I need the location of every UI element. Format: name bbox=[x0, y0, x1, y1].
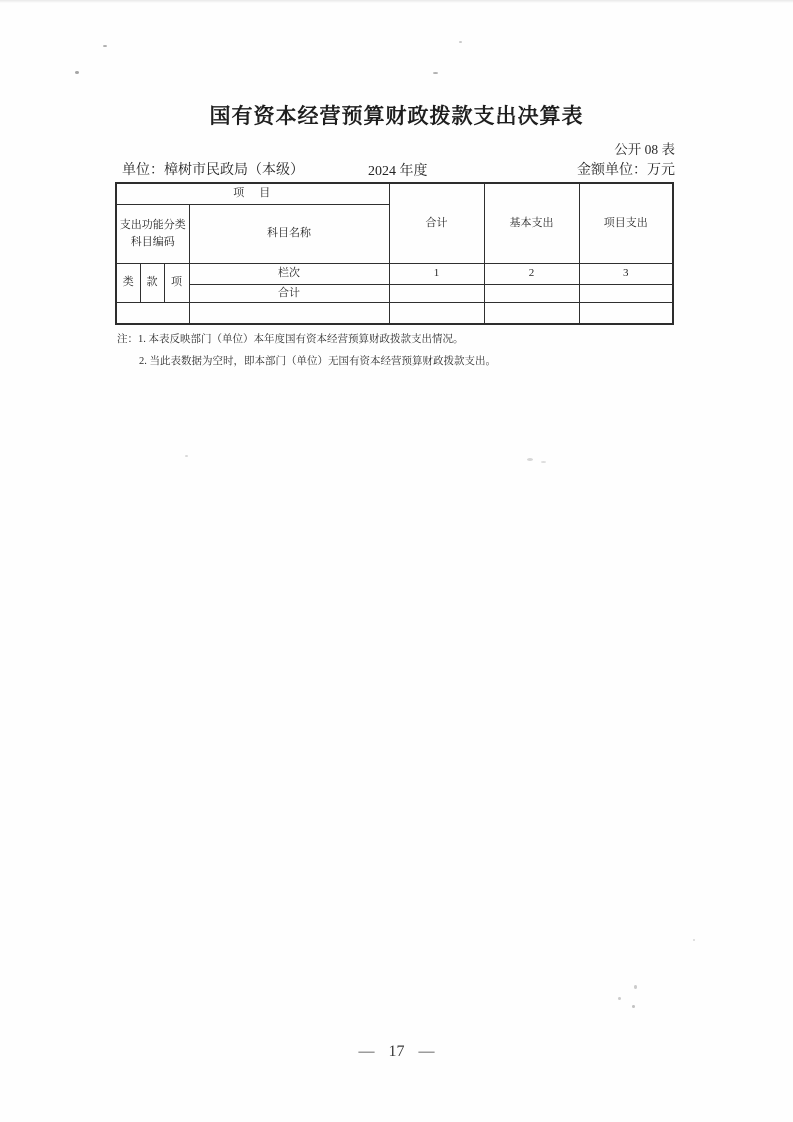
scan-speck bbox=[527, 458, 533, 461]
header-function-class-line2: 科目编码 bbox=[130, 235, 175, 248]
total-row-label: 合计 bbox=[189, 285, 389, 303]
page-number: — 17 — bbox=[358, 1043, 435, 1060]
fiscal-year-label: 2024 年度 bbox=[368, 164, 428, 179]
note-line-1: 注：1. 本表反映部门（单位）本年度国有资本经营预算财政拨款支出情况。 bbox=[117, 334, 464, 345]
table-row bbox=[116, 264, 673, 285]
empty-row-basic-cell bbox=[484, 303, 579, 325]
empty-row-name-cell bbox=[189, 303, 389, 325]
table-row bbox=[116, 183, 673, 205]
empty-row-code-cell bbox=[116, 303, 189, 325]
total-row-basic-value bbox=[484, 285, 579, 303]
scan-speck bbox=[185, 455, 188, 457]
form-code-label: 公开 08 表 bbox=[614, 142, 675, 157]
header-col-basic-expenditure: 基本支出 bbox=[484, 183, 579, 264]
scan-speck bbox=[433, 72, 438, 74]
scan-speck bbox=[75, 71, 79, 74]
scan-speck bbox=[103, 45, 107, 47]
total-row-project-value bbox=[579, 285, 673, 303]
note-line-2: 2. 当此表数据为空时，即本部门（单位）无国有资本经营预算财政拨款支出。 bbox=[139, 356, 496, 367]
header-item-group: 项 目 bbox=[116, 183, 389, 205]
header-sub-col-item: 项 bbox=[164, 264, 189, 303]
table-notes bbox=[117, 331, 677, 368]
header-col-total: 合计 bbox=[389, 183, 484, 264]
unit-label: 单位：樟树市民政局（本级） bbox=[122, 163, 304, 178]
scan-edge-artifact bbox=[0, 0, 793, 3]
scan-speck bbox=[541, 461, 546, 463]
header-function-class-code bbox=[116, 205, 189, 264]
amount-unit-label: 金额单位：万元 bbox=[577, 163, 675, 178]
scan-speck bbox=[459, 41, 462, 43]
empty-row-project-cell bbox=[579, 303, 673, 325]
rank-value-2: 2 bbox=[484, 264, 579, 285]
scan-speck bbox=[632, 1005, 635, 1008]
table-row bbox=[116, 303, 673, 325]
rank-label-cell: 栏次 bbox=[189, 264, 389, 285]
scan-speck bbox=[634, 985, 637, 989]
total-row-total-value bbox=[389, 285, 484, 303]
scan-speck bbox=[693, 939, 695, 941]
empty-row-total-cell bbox=[389, 303, 484, 325]
expenditure-table bbox=[115, 182, 674, 325]
table-row bbox=[116, 285, 673, 303]
scan-speck bbox=[618, 997, 621, 1000]
rank-value-3: 3 bbox=[579, 264, 673, 285]
rank-value-1: 1 bbox=[389, 264, 484, 285]
header-function-class-line1: 支出功能分类 bbox=[119, 219, 186, 232]
page-title: 国有资本经营预算财政拨款支出决算表 bbox=[209, 104, 584, 128]
header-sub-col-class: 类 bbox=[116, 264, 140, 303]
header-subject-name: 科目名称 bbox=[189, 205, 389, 264]
header-col-project-expenditure: 项目支出 bbox=[579, 183, 673, 264]
header-sub-col-section: 款 bbox=[140, 264, 164, 303]
